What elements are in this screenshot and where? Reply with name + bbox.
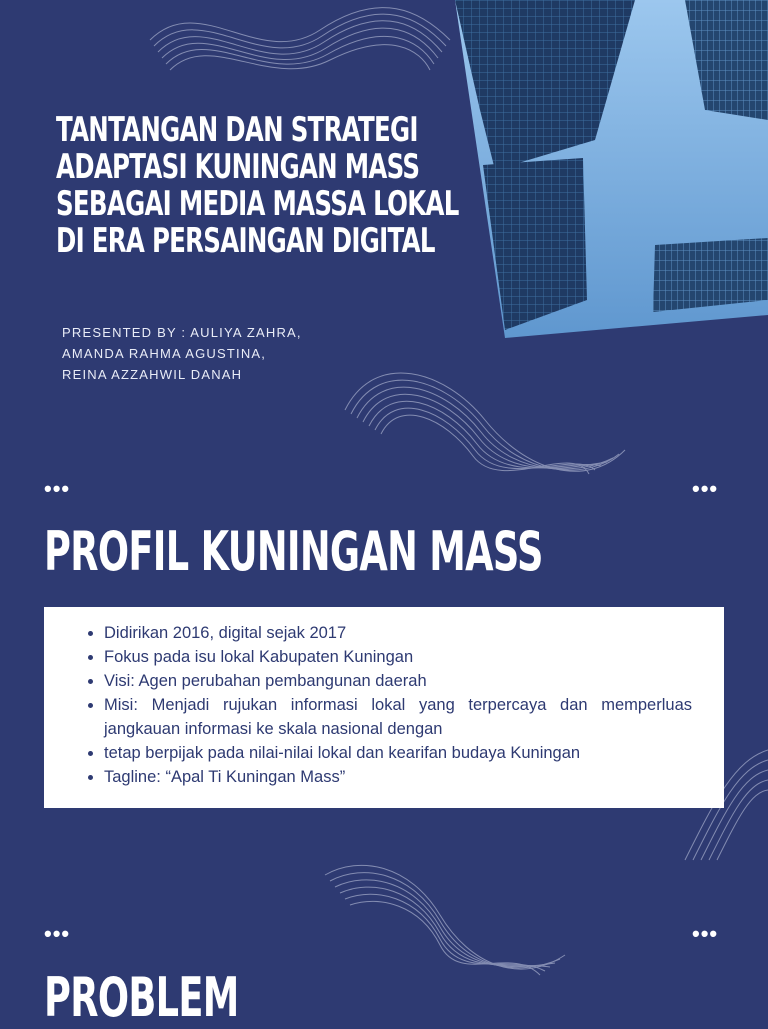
list-item: • Fokus pada isu lokal Kabupaten Kuningan <box>104 645 692 669</box>
presentation-title: TANTANGAN DAN STRATEGI ADAPTASI KUNINGAN MASS SEBAGAI MEDIA MASSA LOKAL DI ERA PERSAINGAN DIGITAL <box>56 110 459 261</box>
wave-decoration-top <box>140 0 460 90</box>
list-item: • Tagline: “Apal Ti Kuningan Mass” <box>104 765 692 789</box>
building-photo <box>455 0 768 340</box>
profile-section-title: PROFIL KUNINGAN MASS <box>44 520 543 583</box>
list-item: • tetap berpijak pada nilai-nilai lokal dan kearifan budaya Kuningan <box>104 741 692 765</box>
profile-list <box>76 621 692 789</box>
list-item: • Visi: Agen perubahan pembangunan daerah <box>104 669 692 693</box>
wave-decoration-middle <box>335 350 635 510</box>
dots-decoration-right-2: ••• <box>692 921 719 946</box>
presenter-line: PRESENTED BY : AULIYA ZAHRA, <box>62 325 302 340</box>
presenter-line: AMANDA RAHMA AGUSTINA, <box>62 346 267 361</box>
dots-decoration-right: ••• <box>692 476 719 501</box>
dots-decoration-left-2: ••• <box>44 921 71 946</box>
dots-decoration-left: ••• <box>44 476 71 501</box>
list-item: • Didirikan 2016, digital sejak 2017 <box>104 621 692 645</box>
presenter-line: REINA AZZAHWIL DANAH <box>62 367 243 382</box>
profile-card <box>44 607 724 808</box>
problem-section-title: PROBLEM <box>44 966 239 1029</box>
list-item: • Misi: Menjadi rujukan informasi lokal yang terpercaya dan memperluas jangkauan informasi ke skala nasional dengan <box>104 693 692 741</box>
wave-decoration-bottom <box>320 855 570 985</box>
presenter-credits <box>62 322 302 385</box>
